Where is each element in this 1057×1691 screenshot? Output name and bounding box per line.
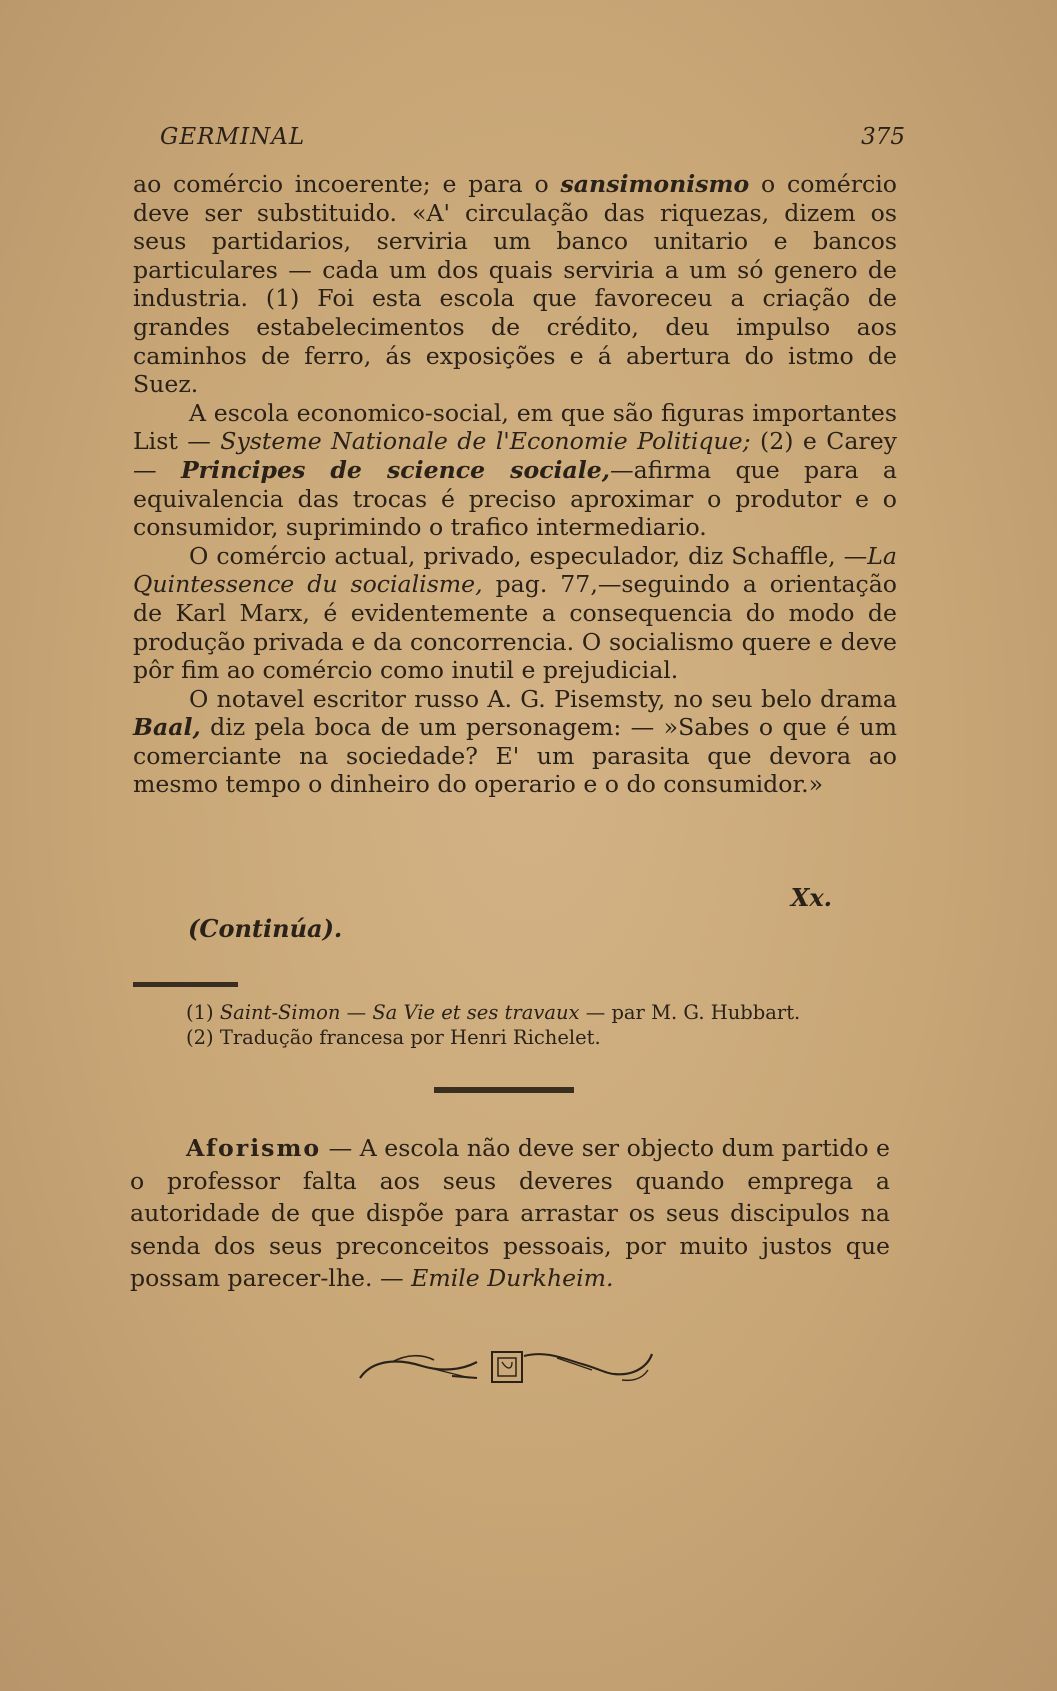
aphorism-section [130,1132,890,1295]
text-run: O comércio actual, privado, especulador, diz Schaffle, — [189,541,868,570]
book-title: Baal, [133,713,201,742]
aphorism-author: Emile Durkheim. [411,1264,614,1292]
article-body [133,170,897,799]
text-run: — [321,1134,360,1162]
running-title: GERMINAL [160,124,306,150]
running-header [160,124,905,158]
paragraph-3 [133,542,897,685]
text-run: Saint-Simon [219,1001,341,1024]
book-title: Systeme Nationale de l'Economie Politique; [220,427,751,456]
paragraph-4 [133,685,897,799]
text-run: — par M. G. Hubbart. [579,1001,801,1024]
footnotes [186,1000,800,1050]
text-run: — [340,1001,373,1024]
text-run: ao comércio incoerente; e para o [133,170,561,198]
text-run: O notavel escritor russo A. G. Pisemsty, no seu belo drama [189,684,897,713]
section-divider [434,1087,574,1093]
ornamental-flourish-icon [352,1340,672,1390]
footnote-2: (2) Tradução francesa por Henri Richelet. [186,1026,601,1049]
text-run: Sa Vie et ses travaux [372,1001,580,1024]
text-run: —afirma que para a equivalencia das trocas é preciso aproximar o produtor e o consumidor, suprimindo o trafico intermediario. [133,455,897,542]
footnote-rule [133,982,238,987]
text-run: A escola economico-social, em que são figuras importantes List — [133,398,897,456]
text-run: diz pela boca de um personagem: — »Sabes o que é um comerciante na sociedade? E' um parasita que devora ao mesmo tempo o dinheiro do operario e o do consumidor.» [133,713,897,799]
aphorism-heading: Aforismo [186,1134,322,1162]
author-signature: Xx. [790,883,832,912]
book-title: La Quintessence du socialisme, [133,541,897,599]
italic-term: sansimonismo [560,170,750,198]
continued-note: (Continúa). [188,914,343,943]
aphorism-text [130,1132,890,1295]
paragraph-1 [133,170,897,399]
page-number: 375 [861,124,905,150]
footnote-mark: (1) [186,1001,220,1024]
text-run: A escola não deve ser objecto dum partido e o professor falta aos seus deveres quando emprega a autoridade de que dispõe para arrastar os seus discipulos na senda dos seus preconceitos pessoais, por muito justos que possam parecer-lhe. — [130,1134,891,1292]
paragraph-2 [133,399,897,542]
text-run: (2) e Carey — [133,427,897,484]
book-title: Principes de science sociale, [180,455,610,484]
footnote-1 [186,1000,800,1025]
text-run: o comércio deve ser substituido. «A' circulação das riquezas, dizem os seus partidarios, serviria um banco unitario e bancos particulares — cada um dos quais serviria a um só genero de industria. (1) Foi esta escola que favoreceu a criação de grandes estabelecimentos de crédito, deu impulso aos caminhos de ferro, ás exposições e á abertura do istmo de Suez. [133,170,897,399]
text-run: pag. 77,—seguindo a orientação de Karl Marx, é evidentemente a consequencia do modo de produção privada e da concorrencia. O socialismo quere e deve pôr fim ao comércio como inutil e prejudicial. [133,570,898,685]
